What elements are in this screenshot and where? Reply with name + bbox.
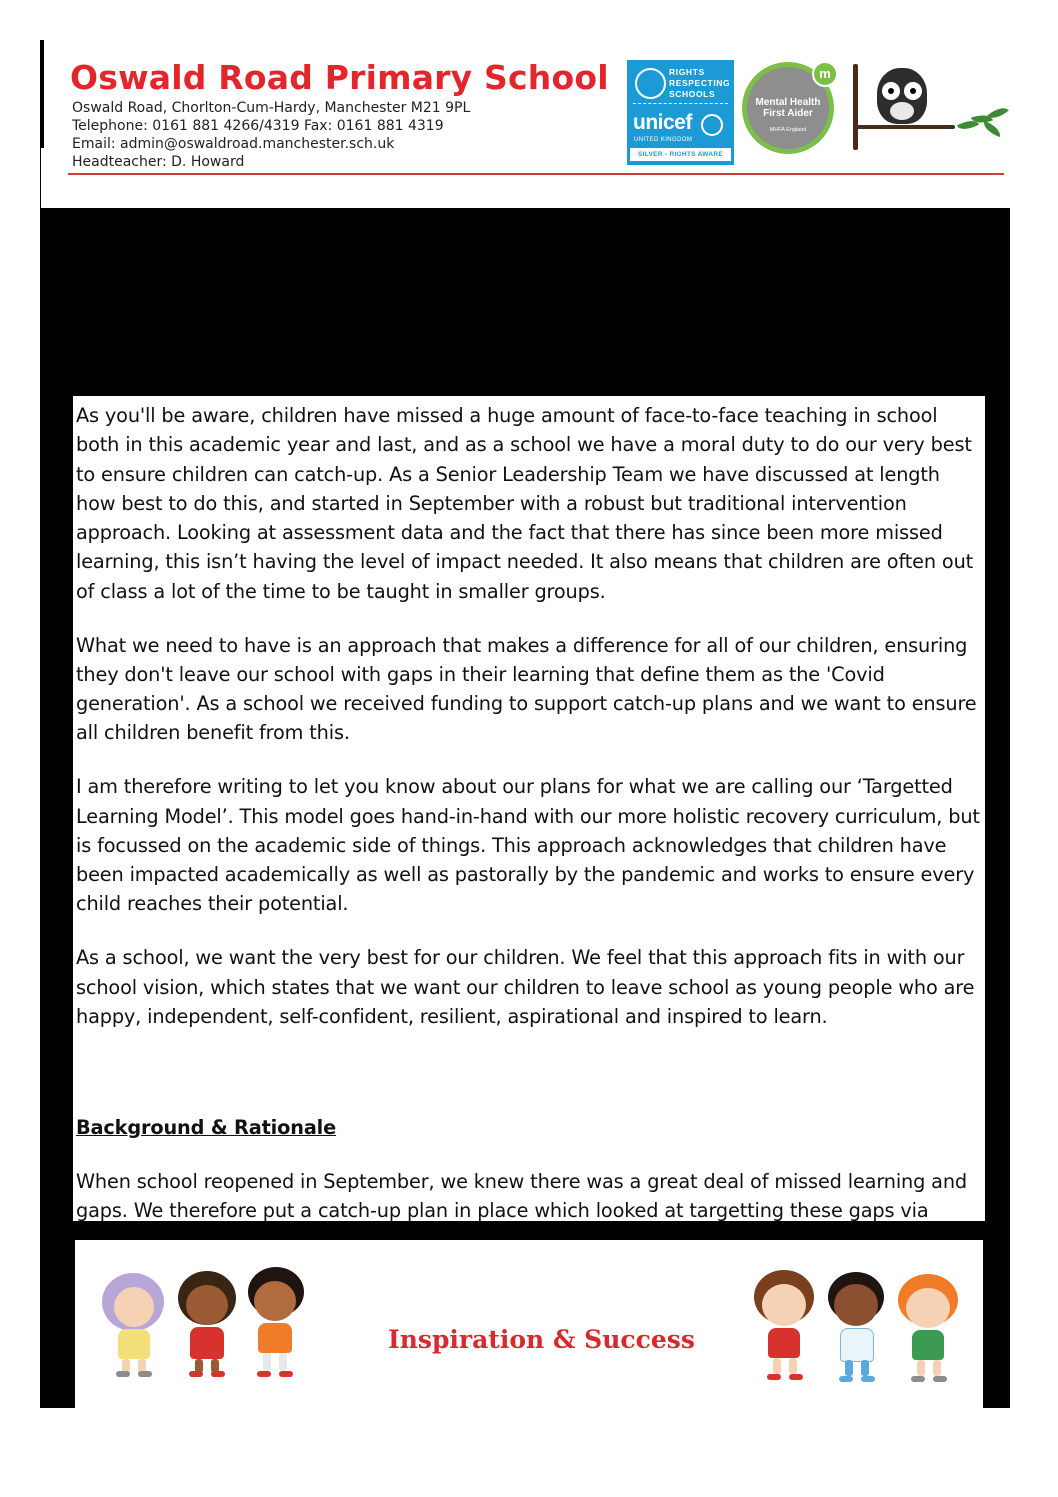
school-email: Email: admin@oswaldroad.manchester.sch.uk (72, 136, 395, 152)
logo-divider (633, 103, 728, 104)
child-face (186, 1285, 228, 1325)
header-divider (68, 173, 1004, 175)
child-leg (845, 1360, 853, 1376)
child-shoe (116, 1371, 130, 1377)
child-shoe (211, 1371, 225, 1377)
children-illustration-right (748, 1268, 966, 1388)
branch-horizontal (855, 125, 955, 129)
child-face (906, 1288, 950, 1328)
school-address: Oswald Road, Chorlton-Cum-Hardy, Manchester M21 9PL (72, 100, 471, 116)
owl-belly (890, 102, 914, 120)
child-shoe (861, 1376, 875, 1382)
headteacher: Headteacher: D. Howard (72, 154, 245, 170)
mhfa-badge-icon: m (812, 61, 838, 87)
owl-logo (850, 62, 1010, 152)
child-leg (263, 1353, 271, 1371)
letter-paragraph: As you'll be aware, children have missed a huge amount of face-to-face teaching in school both in this academic year and last, and as a school we have a moral duty to do our very best to ensure children can catch-up. As a Senior Leadership Team we have discussed at length how best to do this, and started in September with a robust but traditional intervention approach. Looking at assessment data and the fact that there has since been more missed learning, this isn’t having the level of impact needed. It also means that children are often out of class a lot of the time to be taught in smaller groups. (76, 404, 974, 603)
rights-respecting-unicef-logo (627, 60, 734, 165)
owl-eye-left (882, 82, 900, 100)
child-shoe (911, 1376, 925, 1382)
child-shirt (912, 1330, 944, 1360)
unicef-globe-icon (701, 114, 723, 136)
child-shoe (189, 1371, 203, 1377)
child-shoe (839, 1376, 853, 1382)
child-face (254, 1281, 296, 1321)
unicef-uk-text: UNITED KINGDOM (634, 137, 693, 143)
mhfa-org-text: MHFA England (769, 127, 807, 133)
child-shoe (279, 1371, 293, 1377)
school-telephone: Telephone: 0161 881 4266/4319 Fax: 0161 881 4319 (72, 118, 444, 134)
section-heading: Background & Rationale (76, 1116, 337, 1140)
child-shoe (767, 1374, 781, 1380)
header-left-rule (40, 40, 44, 148)
child-face (114, 1287, 154, 1327)
child-dress (768, 1328, 800, 1358)
unicef-wordmark: unicef (633, 111, 692, 134)
child-figure (240, 1267, 310, 1385)
child-leg (933, 1360, 941, 1376)
letter-paragraph: I am therefore writing to let you know about our plans for what we are calling our ‘Targetted Learning Model’. This model goes hand-in-hand with our more holistic recovery curriculum, but is focussed on the academic side of things. This approach acknowledges that children have been impacted academically as well as pastorally by the pandemic and works to ensure every child reaches their potential. (76, 775, 980, 916)
contact-block (72, 99, 470, 171)
child-leg (789, 1358, 797, 1374)
footer-tagline: Inspiration & Success (388, 1325, 695, 1354)
school-name: Oswald Road Primary School (70, 58, 609, 97)
child-leg (861, 1360, 869, 1376)
mental-health-first-aider-logo (742, 62, 834, 154)
child-face (834, 1284, 878, 1326)
child-figure (748, 1270, 820, 1388)
leaf-icon (981, 121, 1003, 137)
globe-icon (635, 68, 666, 99)
child-dress (190, 1327, 224, 1359)
owl-pupil (888, 88, 894, 94)
child-figure (892, 1274, 964, 1388)
owl-eye-right (904, 82, 922, 100)
owl-icon (877, 68, 927, 124)
child-figure (98, 1265, 168, 1385)
letter-paragraph: When school reopened in September, we knew there was a great deal of missed learning and gaps. We therefore put a catch-up plan in place which looked at targetting these gaps via (76, 1169, 967, 1223)
owl-pupil (910, 88, 916, 94)
child-figure (172, 1269, 242, 1385)
child-shirt (840, 1328, 874, 1362)
silver-award-text: SILVER - RIGHTS AWARE (630, 148, 731, 161)
child-shirt (118, 1329, 150, 1359)
header-left-thin-rule (40, 148, 41, 208)
letter-paragraph: As a school, we want the very best for our children. We feel that this approach fits in with our school vision, which states that we want our children to leave school as young people who are happy, independent, self-confident, resilient, aspirational and inspired to learn. (76, 946, 975, 1028)
rights-respecting-text: RIGHTS RESPECTING SCHOOLS (669, 67, 731, 99)
child-shoe (933, 1376, 947, 1382)
child-shoe (257, 1371, 271, 1377)
child-leg (279, 1353, 287, 1371)
child-leg (917, 1360, 925, 1376)
child-shirt (258, 1323, 292, 1353)
mhfa-text: Mental Health First Aider (755, 97, 821, 119)
letter-paragraph: What we need to have is an approach that makes a difference for all of our children, ensuring they don't leave our school with gaps in their learning that define them as the 'Covid generation'. As a school we received funding to support catch-up plans and we want to ensure all children benefit from this. (76, 633, 977, 745)
child-figure (820, 1272, 892, 1388)
branch-icon (853, 64, 858, 150)
child-face (762, 1284, 806, 1326)
children-illustration-left (98, 1265, 313, 1385)
child-shoe (789, 1374, 803, 1380)
child-leg (773, 1358, 781, 1374)
child-shoe (138, 1371, 152, 1377)
letter-body (76, 401, 982, 1250)
